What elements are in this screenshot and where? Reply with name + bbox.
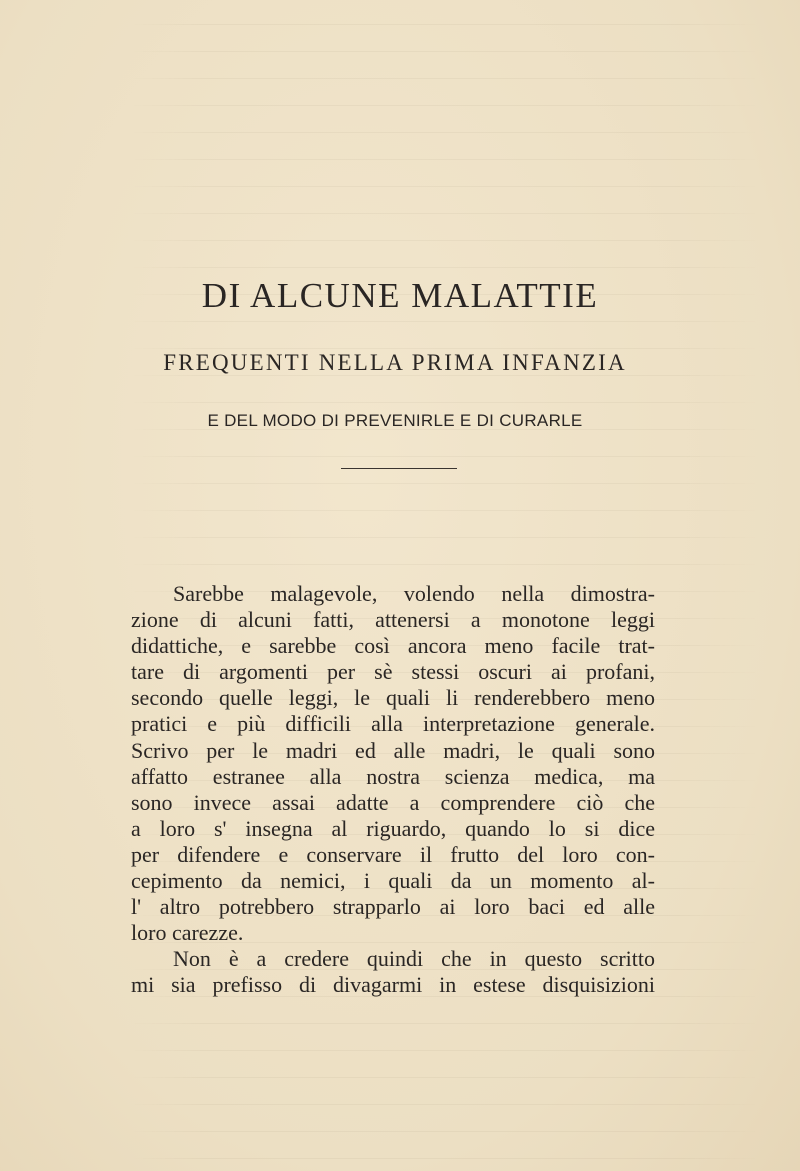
paragraph-1: [131, 581, 655, 946]
text-line: affatto estranee alla nostra scienza medica, ma: [131, 763, 655, 789]
text-line: per difendere e conservare il frutto del loro con-: [131, 841, 655, 867]
text-line: secondo quelle leggi, le quali li renderebbero meno: [131, 685, 655, 711]
text-line: loro carezze.: [131, 920, 244, 946]
title-divider: [341, 468, 457, 469]
chapter-subtitle: FREQUENTI NELLA PRIMA INFANZIA: [163, 350, 627, 375]
text-line: l' altro potrebbero strapparlo ai loro baci ed alle: [131, 894, 655, 920]
text-line: a loro s' insegna al riguardo, quando lo si dice: [131, 815, 655, 841]
text-line: Non è a credere quindi che in questo scritto: [173, 946, 655, 972]
body-text: [131, 581, 655, 999]
text-line: Scrivo per le madri ed alle madri, le quali sono: [131, 737, 655, 763]
text-line: pratici e più difficili alla interpretazione generale.: [131, 711, 655, 737]
text-line: Sarebbe malagevole, volendo nella dimostra-: [173, 581, 655, 606]
text-line: zione di alcuni fatti, attenersi a monotone leggi: [131, 607, 655, 633]
text-line: tare di argomenti per sè stessi oscuri ai profani,: [131, 659, 655, 685]
text-line: didattiche, e sarebbe così ancora meno facile trat-: [131, 633, 655, 659]
text-line: sono invece assai adatte a comprendere ciò che: [131, 789, 655, 815]
text-line: mi sia prefisso di divagarmi in estese disquisizioni: [131, 972, 655, 998]
chapter-subsubtitle: E DEL MODO DI PREVENIRLE E DI CURARLE: [207, 411, 583, 430]
text-line: cepimento da nemici, i quali da un momento al-: [131, 868, 655, 894]
paragraph-2: [131, 946, 655, 998]
chapter-title: DI ALCUNE MALATTIE: [201, 276, 599, 315]
